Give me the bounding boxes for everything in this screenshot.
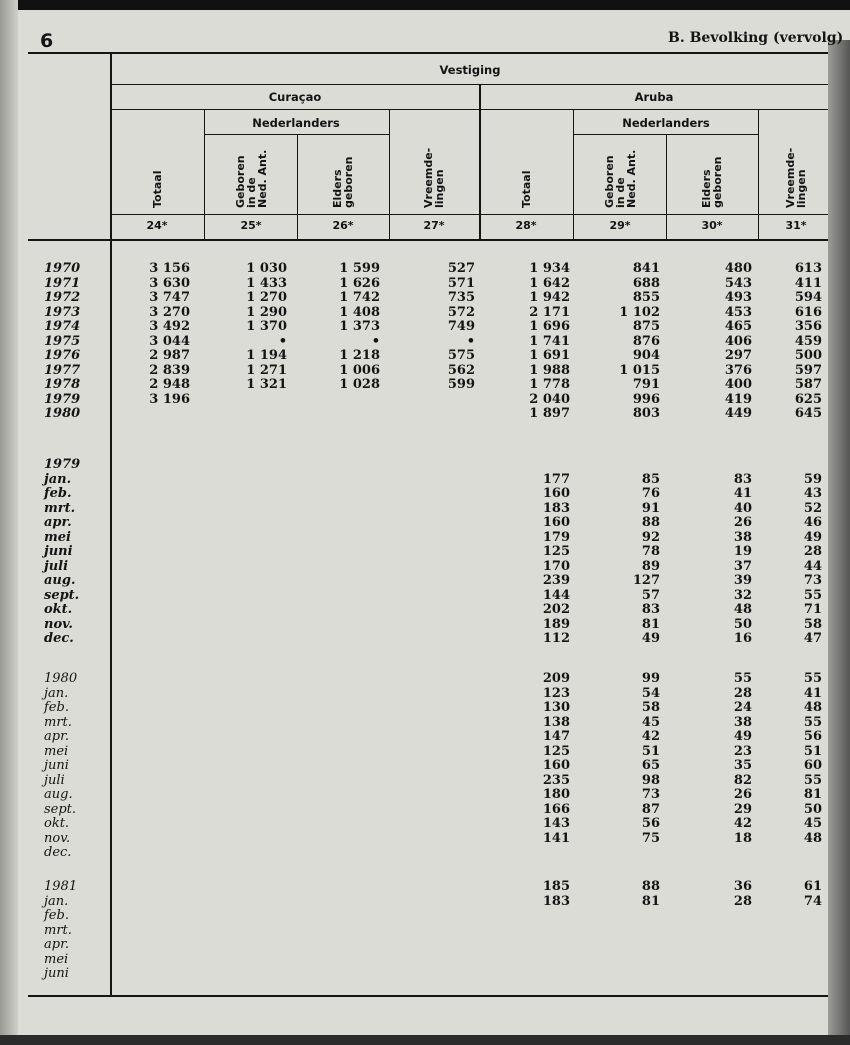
- col-divider-2: [297, 134, 298, 240]
- scan-top-edge: [0, 0, 850, 10]
- curacao-nederlanders-header: Nederlanders: [252, 116, 340, 130]
- values-c29-block-2: 85 76 91 88 92 78 89 127 57 83 81 49: [632, 471, 660, 646]
- scan-bottom-edge: [0, 1035, 850, 1045]
- column-number-27: 27*: [423, 219, 445, 232]
- values-c30-block-3: 55 28 24 38 49 23 35 82 26 29 42 18: [733, 671, 752, 846]
- header-bottom-rule: [28, 239, 828, 241]
- values-c24-block-1: 3 156 3 630 3 747 3 270 3 492 3 044 2 987 2 839 2 948 3 196: [149, 261, 190, 407]
- values-c29-block-3: 99 54 58 45 42 51 65 98 73 87 56 75: [641, 671, 660, 846]
- bottom-rule: [28, 995, 828, 997]
- column-label-31: Vreemde- lingen: [784, 147, 808, 208]
- values-c29-block-1: 841 688 855 1 102 875 876 904 1 015 791 996 803: [619, 261, 660, 421]
- aruba-header: Aruba: [634, 90, 674, 104]
- column-number-24: 24*: [146, 219, 168, 232]
- section-title: B. Bevolking (vervolg): [668, 30, 844, 46]
- values-c27-block-1: 527 571 735 572 749 • 575 562 599: [447, 261, 475, 392]
- values-c31-block-4: 61 74: [803, 879, 822, 909]
- col-divider-3: [389, 109, 390, 240]
- values-c28-block-2: 177 160 183 160 179 125 170 239 144 202 189 112: [542, 471, 570, 646]
- page-number: 6: [40, 30, 54, 52]
- vestiging-rule: [110, 84, 828, 85]
- values-c30-block-4: 36 28: [733, 879, 752, 909]
- values-c31-block-3: 55 41 48 55 56 51 60 55 81 50 45 48: [803, 671, 822, 846]
- column-label-28: Totaal: [519, 170, 533, 208]
- island-rule: [110, 109, 828, 110]
- values-c28-block-4: 185 183: [542, 879, 570, 909]
- stub-divider: [110, 52, 112, 996]
- values-c30-block-1: 480 543 493 453 465 406 297 376 400 419 449: [724, 261, 752, 421]
- column-label-29: Geboren in de Ned. Ant.: [602, 149, 638, 208]
- values-c28-block-3: 209 123 130 138 147 125 160 235 180 166 143 141: [542, 671, 570, 846]
- page-right-edge: [828, 40, 850, 1045]
- values-c30-block-2: 83 41 40 26 38 19 37 39 32 48 50 16: [733, 471, 752, 646]
- column-label-30: Elders geboren: [700, 156, 724, 208]
- col-divider-5: [573, 109, 574, 240]
- top-rule: [28, 52, 828, 54]
- column-number-28: 28*: [515, 219, 537, 232]
- curacao-header: Curaçao: [268, 90, 322, 104]
- column-label-26: Elders geboren: [331, 156, 355, 208]
- aruba-nederlanders-header: Nederlanders: [622, 116, 710, 130]
- col-divider-1: [204, 109, 205, 240]
- col-divider-6: [666, 134, 667, 240]
- col-divider-7: [758, 109, 759, 240]
- column-number-25: 25*: [240, 219, 262, 232]
- values-c29-block-4: 88 81: [641, 879, 660, 909]
- column-label-24: Totaal: [150, 170, 164, 208]
- row-labels-block-3: 1980 jan. feb. mrt. apr. mei juni juli aug. sept. okt. nov. dec.: [44, 671, 78, 860]
- column-number-31: 31*: [785, 219, 807, 232]
- values-c31-block-2: 59 43 52 46 49 28 44 73 55 71 58 47: [803, 471, 822, 646]
- column-number-29: 29*: [609, 219, 631, 232]
- row-labels-block-1: 1970 1971 1972 1973 1974 1975 1976 1977 1978 1979 1980: [44, 261, 81, 421]
- column-number-30: 30*: [701, 219, 723, 232]
- island-divider: [479, 84, 481, 240]
- values-c31-block-1: 613 411 594 616 356 459 500 597 587 625 645: [794, 261, 822, 421]
- row-labels-block-2: 1979 jan. feb. mrt. apr. mei juni juli aug. sept. okt. nov. dec.: [44, 457, 81, 646]
- column-label-27: Vreemde- lingen: [422, 147, 446, 208]
- page-binding-edge: [0, 0, 18, 1045]
- values-c25-block-1: 1 030 1 433 1 270 1 290 1 370 • 1 194 1 271 1 321: [246, 261, 287, 392]
- values-c28-block-1: 1 934 1 642 1 942 2 171 1 696 1 741 1 691 1 988 1 778 2 040 1 897: [529, 261, 570, 421]
- labels-rule: [110, 214, 828, 215]
- column-label-25: Geboren in de Ned. Ant.: [233, 149, 269, 208]
- values-c26-block-1: 1 599 1 626 1 742 1 408 1 373 • 1 218 1 006 1 028: [339, 261, 380, 392]
- column-number-26: 26*: [332, 219, 354, 232]
- row-labels-block-4: 1981 jan. feb. mrt. apr. mei juni: [44, 879, 78, 981]
- vestiging-header: Vestiging: [439, 63, 501, 77]
